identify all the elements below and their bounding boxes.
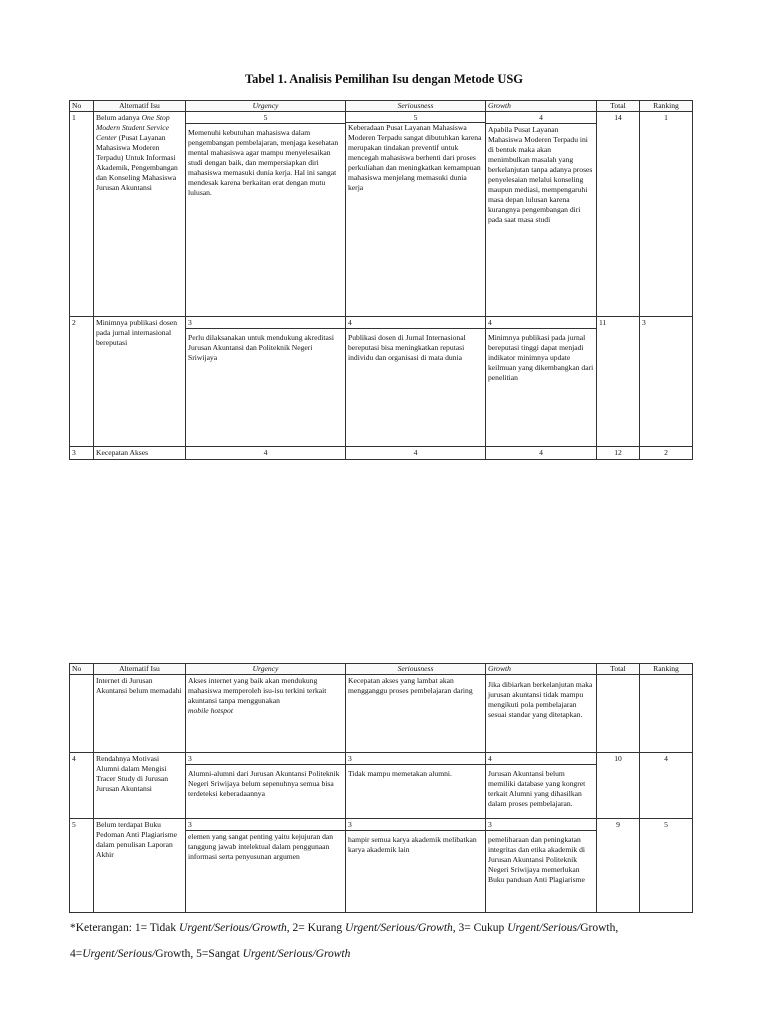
seriousness-score: 4	[346, 447, 486, 460]
issue-cell: Rendahnya Motivasi Alumni dalam Mengisi Tracer Study di Jurusan Jurusan Akuntansi	[94, 753, 186, 819]
seriousness-text: Tidak mampu memetakan alumni.	[348, 769, 452, 779]
issue-cell	[94, 112, 186, 317]
row-no: 2	[70, 317, 94, 447]
urgency-cell	[186, 317, 346, 447]
total-cell	[597, 675, 640, 753]
col-header-ranking: Ranking	[640, 664, 693, 675]
note-italic: Urgent/Serious/	[507, 922, 581, 934]
seriousness-text: Publikasi dosen di Jurnal Internasional bereputasi bisa meningkatkan reputasi individu dan organisasi di mata dunia	[348, 333, 466, 363]
table-row	[70, 753, 693, 819]
issue-cell: Kecepatan Akses	[94, 447, 186, 460]
ranking-cell: 4	[640, 753, 693, 819]
ranking-cell: 2	[640, 447, 693, 460]
total-cell: 11	[597, 317, 640, 447]
table-row	[70, 819, 693, 913]
growth-text: Minimnya publikasi pada jurnal bereputasi tinggi dapat menjadi indikator minimnya update keilmuan yang dikembangkan dari penelitian	[488, 333, 594, 383]
col-header-issue: Alternatif Isu	[94, 101, 186, 112]
issue-cell: Minimnya publikasi dosen pada jurnal internasional bereputasi	[94, 317, 186, 447]
table-title: Tabel 1. Analisis Pemilihan Isu dengan Metode USG	[244, 72, 524, 86]
growth-score: 3	[486, 820, 596, 831]
col-header-total: Total	[597, 101, 640, 112]
urgency-score: 3	[186, 318, 345, 329]
col-header-seriousness: Seriousness	[346, 664, 486, 675]
issue-cell: Internet di Jurusan Akuntansi belum memadahi	[94, 675, 186, 753]
note-line-2	[70, 948, 350, 960]
note-italic: Urgent/Serious/	[82, 948, 156, 960]
seriousness-score: 4	[346, 318, 485, 329]
note-italic: Urgent/Serious/Growth	[242, 948, 351, 960]
urgency-score: 3	[186, 820, 345, 831]
note-text: Growth,	[580, 922, 619, 934]
col-header-total: Total	[597, 664, 640, 675]
col-header-urgency: Urgency	[186, 664, 346, 675]
note-italic: Urgent/Serious/Growth	[179, 922, 287, 934]
growth-text: pemeliharaan dan peningkatan integritas dan etika akademik di Jurusan Akuntansi Politeknik Negeri Sriwijaya memerlukan Buku panduan Anti Plagiarisme	[488, 835, 585, 885]
col-header-seriousness: Seriousness	[346, 101, 486, 112]
col-header-no: No	[70, 101, 94, 112]
col-header-growth: Growth	[486, 664, 597, 675]
issue-text-a: Belum adanya	[96, 113, 142, 123]
row-no: 4	[70, 753, 94, 819]
growth-score: 4	[486, 113, 596, 124]
growth-cell	[486, 753, 597, 819]
seriousness-score: 5	[346, 113, 485, 123]
seriousness-cell	[346, 317, 486, 447]
growth-score: 4	[486, 447, 597, 460]
issue-text-c: (Pusat Layanan Mahasiswa Moderen Terpadu) Untuk Informasi Akademik, Pengembangan dan Konseling Mahasiswa Jurusan Akuntansi	[96, 133, 178, 193]
table-row	[70, 317, 693, 447]
growth-text: Jurusan Akuntansi belum memiliki database yang kongret terkait Alumni yang dihasilkan dalam proses pembelajaran.	[488, 769, 586, 809]
growth-text: Apabila Pusat Layanan Mahasiswa Moderen Terpadu ini di bentuk maka akan menimbulkan masalah yang berkelanjutan tanpa adanya proses penyelesaian melalui konseling maupun mediasi, mempengaruhi masa depan lulusan karena kurangnya pengembangan diri pada saat masa studi	[488, 125, 593, 225]
row-no: 3	[70, 447, 94, 460]
urgency-cell	[186, 819, 346, 913]
seriousness-cell	[346, 112, 486, 317]
issue-text-italic: One Stop Modern Student Service Center	[96, 113, 170, 143]
col-header-no: No	[70, 664, 94, 675]
col-header-growth: Growth	[486, 101, 597, 112]
total-cell: 14	[597, 112, 640, 317]
seriousness-score: 3	[346, 754, 485, 765]
growth-cell	[486, 317, 597, 447]
header-row	[70, 101, 693, 112]
col-header-urgency: Urgency	[186, 101, 346, 112]
note-text: 4=	[70, 948, 83, 960]
urgency-score: 4	[186, 447, 346, 460]
note-italic: Urgent/Serious/Growth	[345, 922, 453, 934]
seriousness-cell	[346, 753, 486, 819]
usg-table-1	[69, 100, 693, 460]
col-header-ranking: Ranking	[640, 101, 693, 112]
row-no: 1	[70, 112, 94, 317]
growth-text: Jika dibiarkan berkelanjutan maka jurusan akuntansi tidak mampu mengikuti pola pembelajaran sesuai standar yang ditetapkan.	[488, 680, 593, 720]
table-row	[70, 447, 693, 460]
growth-score: 4	[486, 318, 596, 329]
note-text: *Keterangan: 1= Tidak	[70, 922, 180, 934]
growth-cell	[486, 112, 597, 317]
seriousness-text: Keberadaan Pusat Layanan Mahasiswa Moderen Terpadu sangat dibutuhkan karena merupakan tindakan preventif untuk mencegah mahasiswa berhenti dari proses perkuliahan dan meningkatkan kemampuan mahasiswa menjelang memasuki dunia kerja	[348, 123, 482, 193]
growth-score: 4	[486, 754, 596, 765]
urgency-text: Memenuhi kebutuhan mahasiswa dalam pengembangan pembelajaran, menjaga kesehatan mental mahasiswa agar mampu menyelesaikan studi dengan baik, dan mempersiapkan diri mahasiswa memasuki dunia kerja. Hal ini sangat mendesak karena berkaitan erat dengan mutu lulusan.	[188, 128, 339, 198]
row-no	[70, 675, 94, 753]
note-text: Growth, 5=Sangat	[155, 948, 243, 960]
note-text: , 2= Kurang	[286, 922, 346, 934]
urgency-score: 3	[186, 754, 345, 765]
urgency-cell	[186, 753, 346, 819]
urgency-cell	[186, 112, 346, 317]
total-cell: 12	[597, 447, 640, 460]
urgency-text-italic: mobile hotspot	[188, 706, 233, 716]
growth-cell	[486, 675, 597, 753]
ranking-cell: 3	[640, 317, 693, 447]
ranking-cell: 5	[640, 819, 693, 913]
usg-table-2	[69, 663, 693, 913]
note-line-1	[70, 922, 618, 934]
ranking-cell	[640, 675, 693, 753]
growth-cell	[486, 819, 597, 913]
header-row	[70, 664, 693, 675]
table-row	[70, 675, 693, 753]
table-row	[70, 112, 693, 317]
total-cell: 9	[597, 819, 640, 913]
note-text: , 3= Cukup	[452, 922, 508, 934]
ranking-cell: 1	[640, 112, 693, 317]
urgency-text: Akses internet yang baik akan mendukung mahasiswa memperoleh isu-isu terkini terkait akuntansi tanpa menggunakan	[188, 676, 327, 706]
seriousness-cell	[346, 819, 486, 913]
row-no: 5	[70, 819, 94, 913]
col-header-issue: Alternatif Isu	[94, 664, 186, 675]
total-cell: 10	[597, 753, 640, 819]
issue-cell: Belum terdapat Buku Pedoman Anti Plagiarisme dalam penulisan Laporan Akhir	[94, 819, 186, 913]
urgency-cell	[186, 675, 346, 753]
urgency-text: elemen yang sangat penting yaitu kejujuran dan tanggung jawab intelektual dalam penggunaan informasi serta penyusunan argumen	[188, 832, 334, 862]
seriousness-text: hampir semua karya akademik melibatkan karya akademik lain	[348, 835, 477, 855]
urgency-text: Perlu dilaksanakan untuk mendukung akreditasi Jurusan Akuntansi dan Politeknik Negeri Sriwijaya	[188, 333, 334, 363]
urgency-text: Alumni-alumni dari Jurusan Akuntansi Politeknik Negeri Sriwijaya belum sepenuhnya semua bisa terdeteksi keberadaannya	[188, 769, 340, 799]
seriousness-cell: Kecepatan akses yang lambat akan mengganggu proses pembelajaran daring	[346, 675, 486, 753]
seriousness-score: 3	[346, 820, 485, 831]
urgency-score: 5	[186, 113, 345, 124]
